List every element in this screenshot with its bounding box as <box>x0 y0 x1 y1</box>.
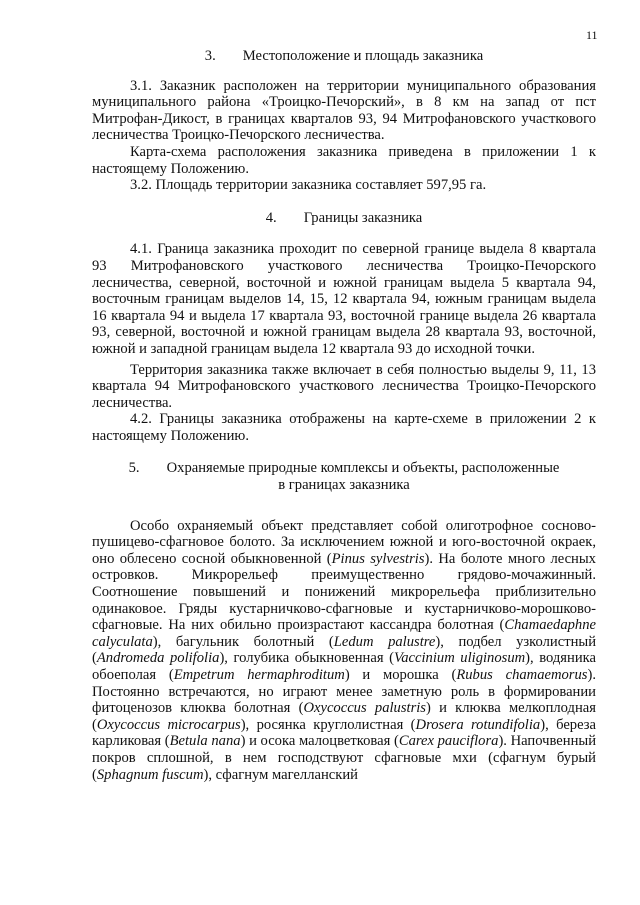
document-page <box>92 48 596 783</box>
latin-name: Rubus chamaemorus <box>456 667 588 683</box>
latin-name: Drosera rotundifolia <box>415 716 541 733</box>
page-number: 11 <box>586 28 598 42</box>
paragraph-3-2: 3.2. Площадь территории заказника составляет 597,95 га. <box>130 177 487 194</box>
paragraph-4-1: 4.1. Граница заказника проходит по северной границе выдела 8 квартала 93 Митрофановского участкового лесничества Троицко-Печорского лесничества, северной, восточной и южной границам выдела 5 квартала 94, восточным границам выделов 14, 15, 12 квартала 94, южным границам выдела 16 квартала 94 и выдела 17 квартала 93, восточной границе выдела 26 квартала 93, северной, восточной и южной границам выдела 28 квартала 93, восточной, южной и западной границам выдела 12 квартала 93 до исходной точки. <box>92 241 596 357</box>
section-5-title-line-2: в границах заказника <box>278 477 410 494</box>
latin-name: Sphagnum fuscum <box>96 766 204 783</box>
text-span: ), водяника обоеполая ( <box>92 650 596 683</box>
latin-name: Betula nana <box>169 733 241 750</box>
latin-name: Carex pauciflora <box>398 733 499 750</box>
text-span: ). Напочвенный покров сплошной, в нем господствуют сфагновые мхи (сфагнум бурый ( <box>92 733 597 783</box>
section-5-number: 5. <box>128 460 140 477</box>
text-span: Особо охраняемый объект представляет собой олиготрофное сосново-пушицево-сфагновое болото. За исключением южной и юго-восточной окраек, оно облесено сосной обыкновенной ( <box>92 517 596 567</box>
section-4-title: Границы заказника <box>303 209 423 226</box>
latin-name: Chamaedaphne calyculata <box>92 617 596 650</box>
section-4-heading <box>92 210 596 227</box>
text-span: ), береза карликовая ( <box>92 716 596 750</box>
latin-name: Pinus sylvestris <box>331 550 425 567</box>
text-span: ) и клюква мелкоплодная ( <box>92 700 596 733</box>
paragraph-3-1: 3.1. Заказник расположен на территории муниципального образования муниципального района «Троицко-Печорский», в 8 км на запад от пст Митрофан-Дикост, в границах кварталов 93, 94 Митрофановского участкового лесничества Троицко-Печорского лесничества. <box>92 77 596 144</box>
latin-name: Ledum palustre <box>333 633 436 650</box>
latin-name: Andromeda polifolia <box>96 650 220 667</box>
section-3-number: 3. <box>204 48 216 64</box>
latin-name: Oxycoccus microcarpus <box>96 716 241 733</box>
text-span: ). Постоянно встречаются, но играют менее заметную роль в формировании фитоценозов клюква болотная ( <box>92 667 596 717</box>
text-span: ) и морошка ( <box>344 667 457 683</box>
paragraph-4-1-territory: Территория заказника также включает в себя полностью выделы 9, 11, 13 квартала 94 Митрофановского участкового лесничества Троицко-Печорского лесничества. <box>92 361 596 411</box>
paragraph-4-2: 4.2. Границы заказника отображены на карте-схеме в приложении 2 к настоящему Положению. <box>92 411 596 444</box>
section-3-title: Местоположение и площадь заказника <box>242 48 484 64</box>
paragraph-3-1-map: Карта-схема расположения заказника приведена в приложении 1 к настоящему Положению. <box>92 143 596 177</box>
section-4-number: 4. <box>265 209 277 226</box>
section-3-heading <box>92 48 596 65</box>
text-span: ) и осока малоцветковая ( <box>240 733 399 750</box>
text-span: ), подбел узколистный ( <box>92 633 597 667</box>
paragraph-5-body <box>92 518 596 784</box>
text-span: ), голубика обыкновенная ( <box>219 650 394 667</box>
latin-name: Oxycoccus palustris <box>303 700 426 717</box>
section-5-heading <box>92 460 596 493</box>
latin-name: Empetrum hermaphroditum <box>173 667 345 683</box>
text-span: ), багульник болотный ( <box>152 633 334 650</box>
text-span: ), росянка круглолистная ( <box>240 716 416 733</box>
latin-name: Vaccinium uliginosum <box>393 650 526 667</box>
text-span: ). На болоте много лесных островков. Микрорельеф преимущественно грядово-мочажинный. Соотношение повышений и понижений микрорельефа приблизительно одинаковое. Гряды кустарничково-сфагновые и кустарничково-морошково-сфагновые. На них обильно произрастают кассандра болотная ( <box>92 550 596 634</box>
section-5-title-line-1: Охраняемые природные комплексы и объекты, расположенные <box>166 460 560 477</box>
text-span: ), сфагнум магелланский <box>203 766 358 783</box>
